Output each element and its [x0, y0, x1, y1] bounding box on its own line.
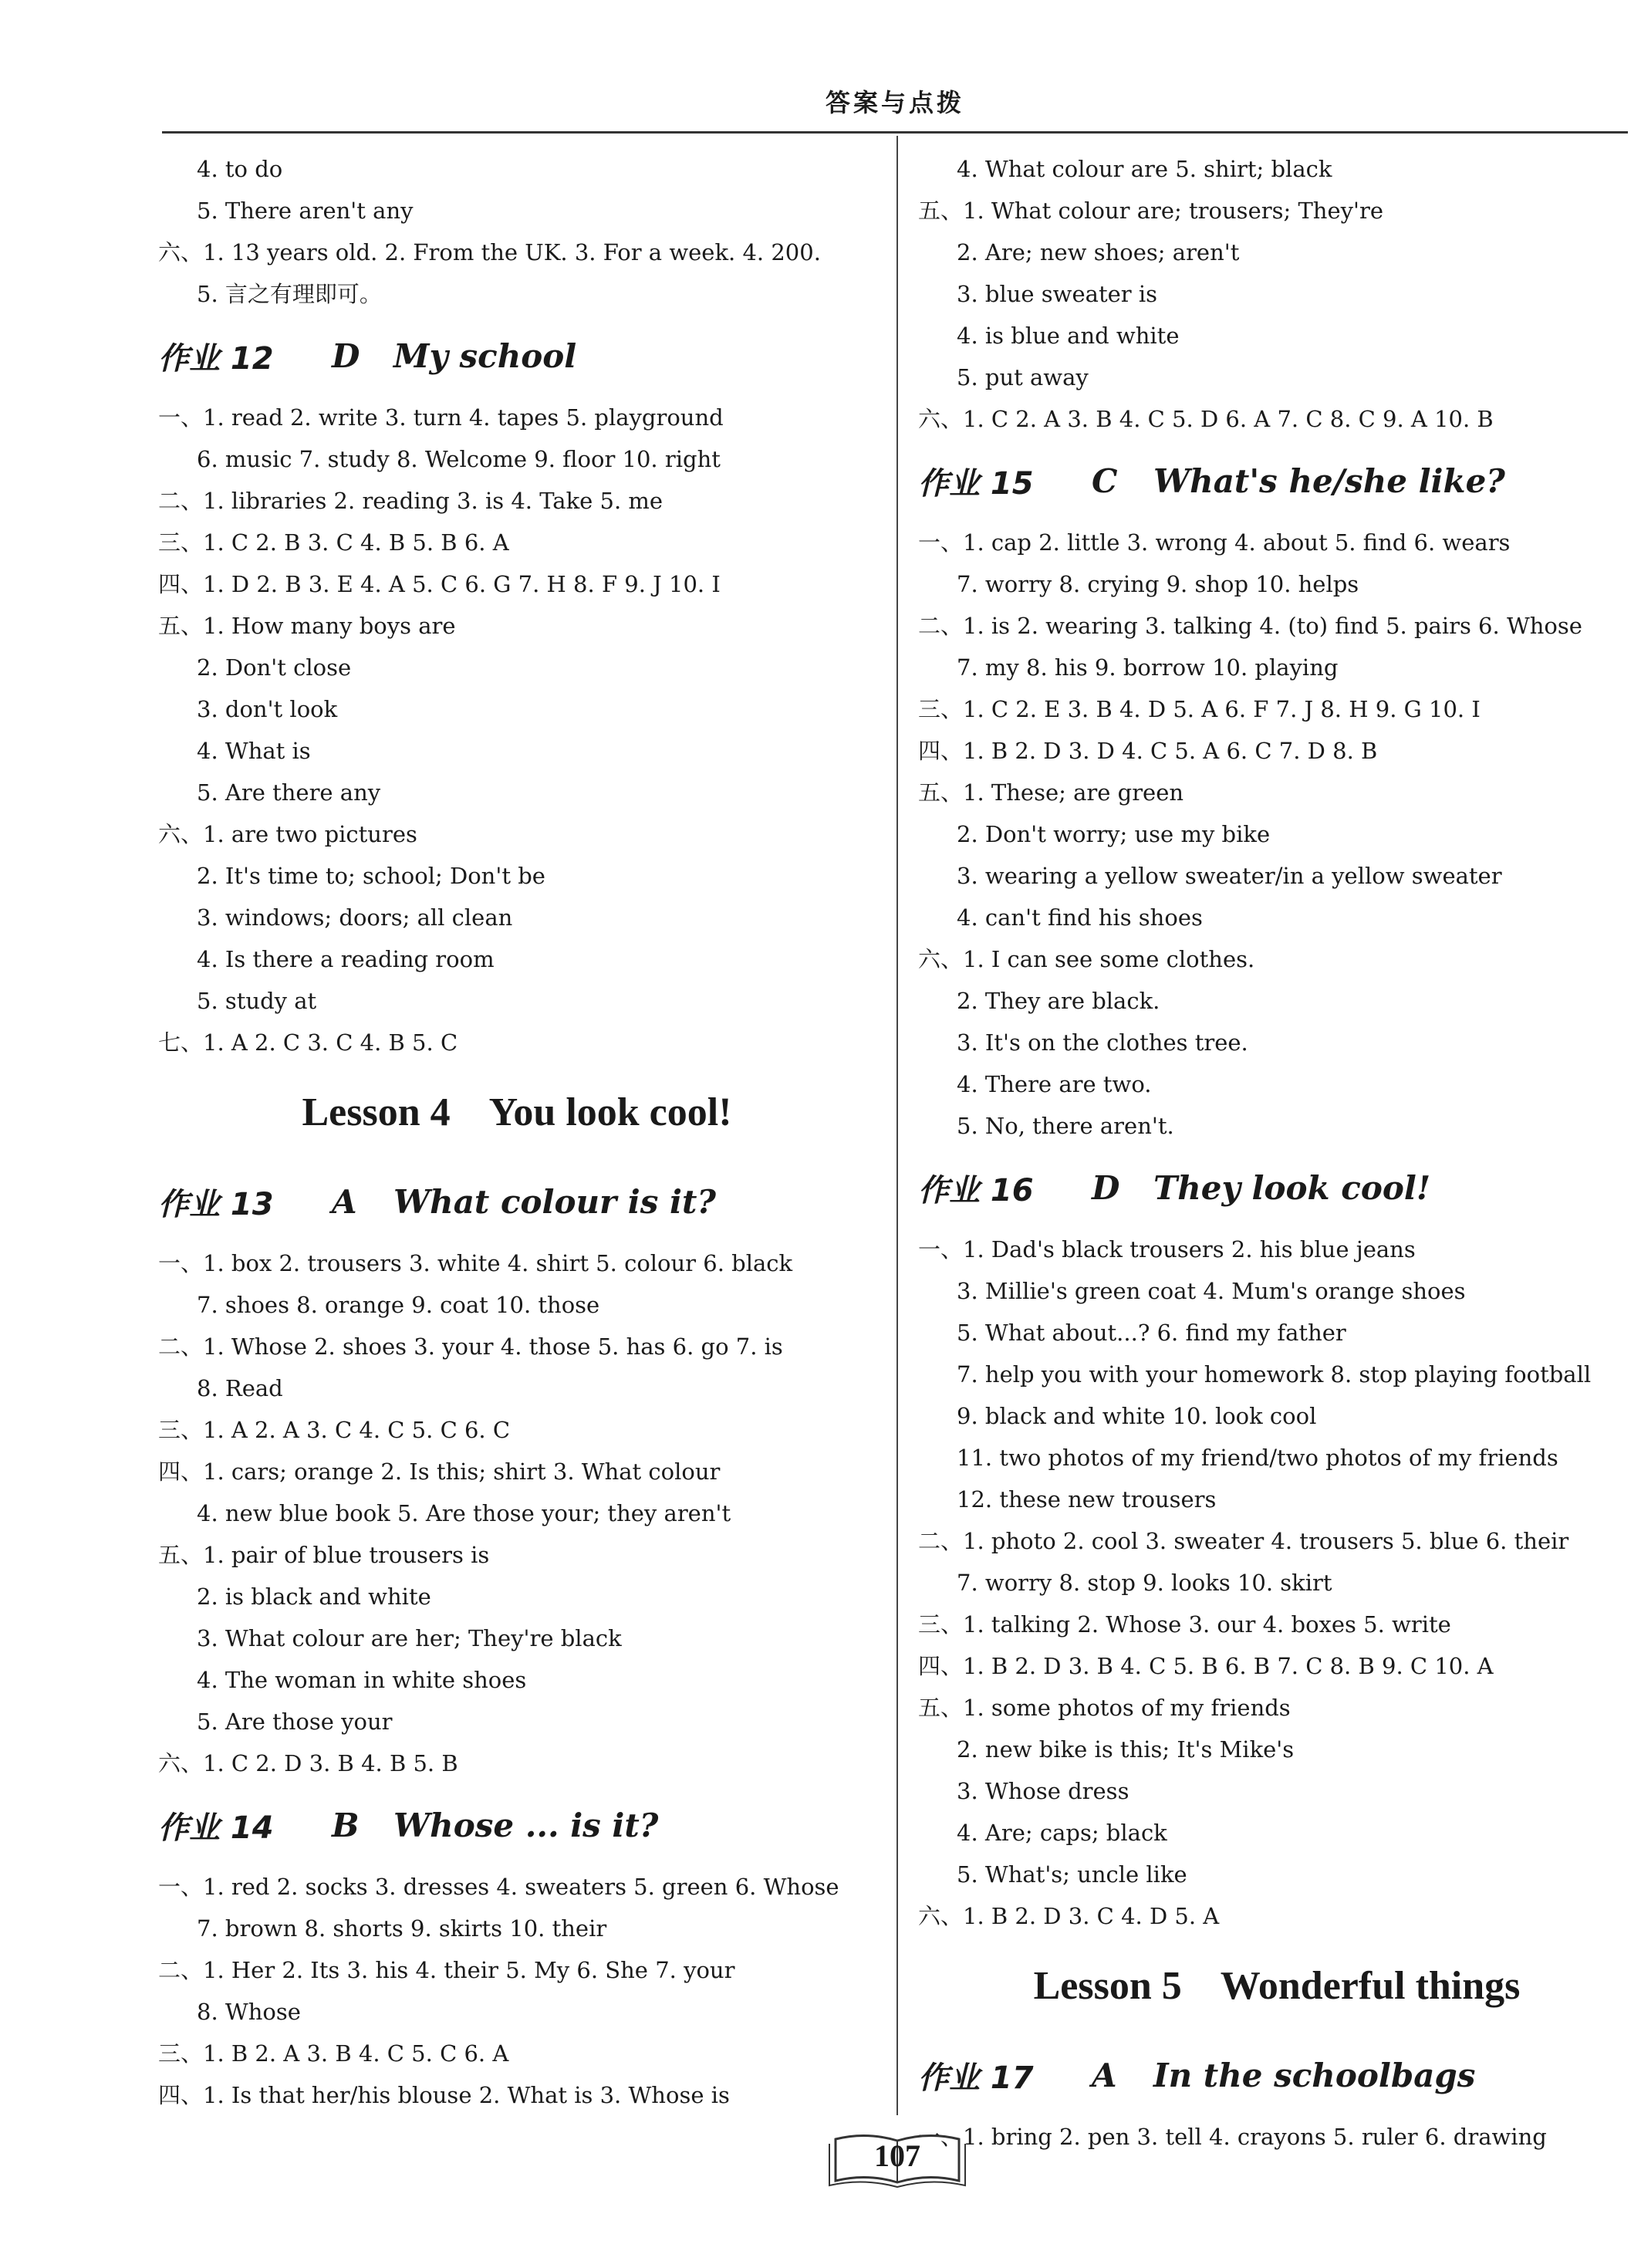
answer-line: 六、1. are two pictures [158, 821, 417, 847]
answer-line: 一、1. bring 2. pen 3. tell 4. crayons 5. ruler 6. drawing [918, 2124, 1547, 2150]
answer-line: 四、1. cars; orange 2. Is this; shirt 3. What colour [158, 1458, 721, 1485]
homework-part: A [332, 1182, 357, 1221]
answer-line: 4. can't find his shoes [957, 904, 1203, 931]
answer-line: 四、1. Is that her/his blouse 2. What is 3. Whose is [158, 2082, 730, 2108]
answer-line: 7. shoes 8. orange 9. coat 10. those [197, 1292, 600, 1318]
homework-heading [158, 1161, 876, 1242]
answer-line: 一、1. cap 2. little 3. wrong 4. about 5. find 6. wears [918, 529, 1511, 556]
answer-line: 7. my 8. his 9. borrow 10. playing [957, 654, 1339, 681]
homework-number: 作业 13 [158, 1186, 274, 1222]
answer-line: 4. What is [197, 738, 311, 764]
answer-line: 3. Millie's green coat 4. Mum's orange shoes [957, 1278, 1466, 1304]
answer-line: 7. worry 8. crying 9. shop 10. helps [957, 571, 1359, 597]
answer-line: 2. Are; new shoes; aren't [957, 239, 1240, 265]
homework-number: 作业 17 [918, 2060, 1034, 2096]
lesson-title: Wonderful things [1220, 1963, 1521, 2008]
answer-line: 五、1. How many boys are [158, 613, 456, 639]
answer-line: 5. Are those your [197, 1709, 393, 1735]
answer-line: 3. blue sweater is [957, 281, 1157, 307]
answer-line: 3. It's on the clothes tree. [957, 1029, 1248, 1056]
answer-line: 一、1. box 2. trousers 3. white 4. shirt 5. colour 6. black [158, 1250, 793, 1276]
answer-line: 5. 言之有理即可。 [197, 281, 382, 307]
answer-line: 二、1. photo 2. cool 3. sweater 4. trousers 5. blue 6. their [918, 1528, 1569, 1554]
homework-heading [158, 1784, 876, 1866]
homework-heading [918, 2034, 1636, 2116]
answer-line: 2. It's time to; school; Don't be [197, 863, 545, 889]
answer-line: 11. two photos of my friend/two photos of my friends [957, 1445, 1558, 1471]
homework-heading [918, 440, 1636, 522]
header-title: 答案与点拨 [825, 88, 964, 117]
answer-line: 一、1. red 2. socks 3. dresses 4. sweaters 5. green 6. Whose [158, 1874, 839, 1900]
homework-part: D [1092, 1168, 1120, 1207]
homework-title: What's he/she like? [1153, 461, 1505, 500]
answer-line: 五、1. some photos of my friends [918, 1695, 1291, 1721]
answer-line: 六、1. C 2. D 3. B 4. B 5. B [158, 1750, 458, 1776]
answer-line: 5. There aren't any [197, 198, 414, 224]
answer-line: 3. wearing a yellow sweater/in a yellow sweater [957, 863, 1502, 889]
answer-line: 2. is black and white [197, 1584, 431, 1610]
answer-line: 5. Are there any [197, 779, 381, 806]
answer-line: 4. What colour are 5. shirt; black [957, 156, 1332, 182]
answer-line: 5. What's; uncle like [957, 1861, 1187, 1888]
homework-number: 作业 15 [918, 465, 1034, 502]
answer-line: 二、1. Her 2. Its 3. his 4. their 5. My 6. She 7. your [158, 1957, 735, 1983]
answer-line: 7. brown 8. shorts 9. skirts 10. their [197, 1915, 607, 1942]
answer-line: 5. What about...? 6. find my father [957, 1320, 1346, 1346]
answer-line: 六、1. C 2. A 3. B 4. C 5. D 6. A 7. C 8. C 9. A 10. B [918, 406, 1494, 432]
answer-line: 3. What colour are her; They're black [197, 1625, 622, 1651]
homework-part: C [1092, 461, 1118, 500]
answer-line: 4. Are; caps; black [957, 1820, 1167, 1846]
homework-number: 作业 12 [158, 340, 274, 377]
answer-line: 四、1. B 2. D 3. B 4. C 5. B 6. B 7. C 8. B 9. C 10. A [918, 1653, 1494, 1679]
lesson-number: Lesson 4 [302, 1090, 451, 1134]
answer-line: 一、1. Dad's black trousers 2. his blue jeans [918, 1236, 1416, 1262]
answer-line: 6. music 7. study 8. Welcome 9. floor 10. right [197, 446, 721, 472]
lesson-heading [918, 1937, 1636, 2034]
answer-line: 7. worry 8. stop 9. looks 10. skirt [957, 1570, 1332, 1596]
homework-number: 作业 16 [918, 1172, 1034, 1208]
answer-line: 4. The woman in white shoes [197, 1667, 527, 1693]
homework-title: Whose ... is it? [393, 1806, 659, 1844]
answer-line: 3. Whose dress [957, 1778, 1129, 1804]
answer-line: 三、1. C 2. E 3. B 4. D 5. A 6. F 7. J 8. H 9. G 10. I [918, 696, 1481, 722]
answer-line: 5. study at [197, 988, 317, 1014]
answer-line: 三、1. C 2. B 3. C 4. B 5. B 6. A [158, 529, 509, 556]
column-divider [896, 136, 898, 2115]
lesson-heading [158, 1063, 876, 1161]
answer-line: 3. don't look [197, 696, 338, 722]
answer-line: 三、1. A 2. A 3. C 4. C 5. C 6. C [158, 1417, 511, 1443]
left-column [158, 148, 876, 2116]
answer-line: 一、1. read 2. write 3. turn 4. tapes 5. playground [158, 404, 724, 431]
answer-line: 7. help you with your homework 8. stop playing football [957, 1361, 1592, 1388]
answer-line: 五、1. These; are green [918, 779, 1184, 806]
lesson-number: Lesson 5 [1033, 1963, 1182, 2008]
answer-line: 二、1. Whose 2. shoes 3. your 4. those 5. has 6. go 7. is [158, 1333, 783, 1360]
answer-line: 二、1. is 2. wearing 3. talking 4. (to) find 5. pairs 6. Whose [918, 613, 1582, 639]
homework-title: In the schoolbags [1153, 2056, 1476, 2094]
homework-part: D [332, 336, 360, 375]
answer-line: 三、1. talking 2. Whose 3. our 4. boxes 5. write [918, 1611, 1451, 1638]
homework-part: A [1092, 2056, 1117, 2094]
answer-line: 4. new blue book 5. Are those your; they aren't [197, 1500, 731, 1526]
answer-line: 9. black and white 10. look cool [957, 1403, 1317, 1429]
homework-number: 作业 14 [158, 1810, 274, 1846]
header-rule [162, 131, 1628, 134]
answer-line: 四、1. B 2. D 3. D 4. C 5. A 6. C 7. D 8. B [918, 738, 1378, 764]
answer-line: 2. Don't worry; use my bike [957, 821, 1271, 847]
answer-line: 4. is blue and white [957, 323, 1180, 349]
page-header [162, 77, 1628, 131]
answer-line: 二、1. libraries 2. reading 3. is 4. Take 5. me [158, 488, 663, 514]
answer-line: 三、1. B 2. A 3. B 4. C 5. C 6. A [158, 2040, 509, 2067]
page-number: 107 [874, 2138, 920, 2173]
answer-line: 2. Don't close [197, 654, 352, 681]
answer-line: 2. new bike is this; It's Mike's [957, 1736, 1295, 1763]
right-column [918, 148, 1636, 2158]
homework-title: What colour is it? [393, 1182, 716, 1221]
answer-line: 8. Read [197, 1375, 283, 1401]
answer-line: 12. these new trousers [957, 1486, 1217, 1513]
homework-title: They look cool! [1153, 1168, 1431, 1207]
answer-line: 六、1. 13 years old. 2. From the UK. 3. For a week. 4. 200. [158, 239, 821, 265]
answer-line: 六、1. B 2. D 3. C 4. D 5. A [918, 1903, 1220, 1929]
answer-line: 5. put away [957, 364, 1089, 390]
answer-line: 4. to do [197, 156, 283, 182]
answer-line: 五、1. What colour are; trousers; They're [918, 198, 1384, 224]
lesson-title: You look cool! [488, 1090, 732, 1134]
answer-line: 六、1. I can see some clothes. [918, 946, 1255, 972]
homework-heading [918, 1147, 1636, 1229]
page-footer [820, 2130, 974, 2192]
answer-line: 8. Whose [197, 1999, 301, 2025]
answer-line: 3. windows; doors; all clean [197, 904, 513, 931]
homework-title: My school [393, 336, 577, 375]
answer-line: 4. Is there a reading room [197, 946, 495, 972]
answer-line: 四、1. D 2. B 3. E 4. A 5. C 6. G 7. H 8. F 9. J 10. I [158, 571, 721, 597]
answer-line: 5. No, there aren't. [957, 1113, 1174, 1139]
homework-part: B [332, 1806, 360, 1844]
answer-line: 4. There are two. [957, 1071, 1152, 1097]
answer-line: 五、1. pair of blue trousers is [158, 1542, 490, 1568]
answer-line: 七、1. A 2. C 3. C 4. B 5. C [158, 1029, 458, 1056]
answer-line: 2. They are black. [957, 988, 1160, 1014]
homework-heading [158, 315, 876, 397]
